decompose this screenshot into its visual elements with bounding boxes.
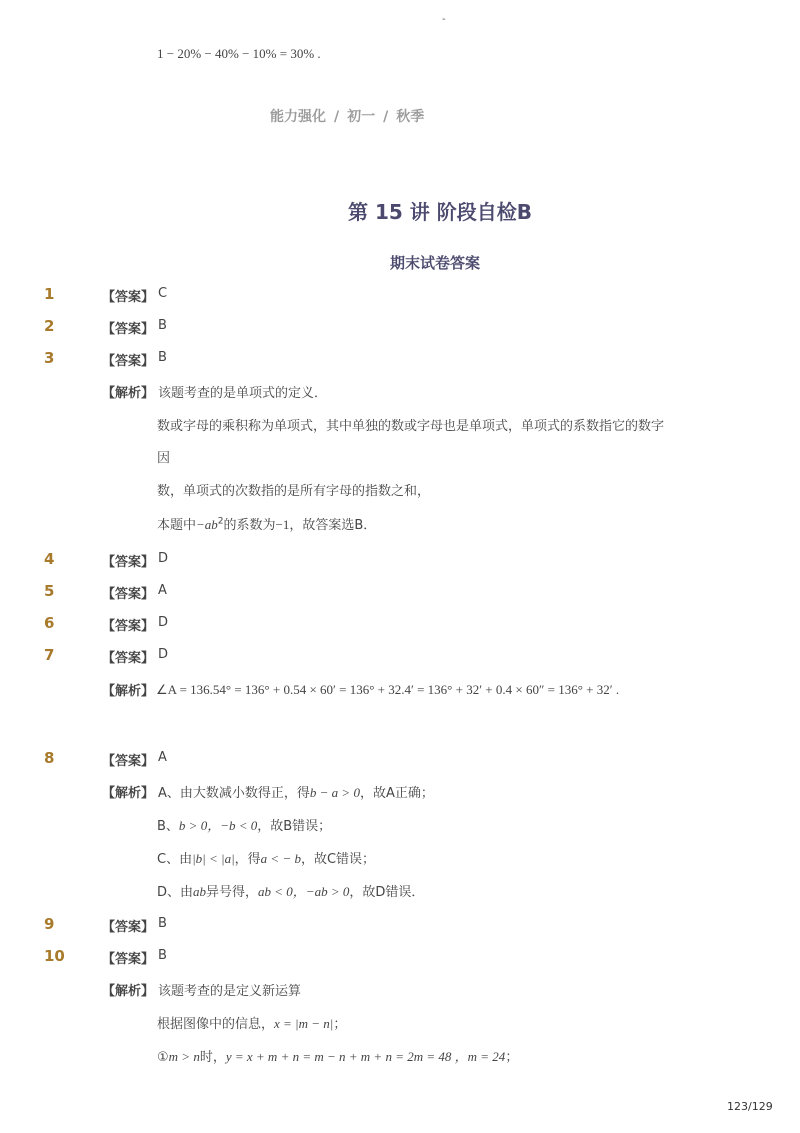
- header-dash: -: [442, 14, 446, 25]
- answer-value: B: [158, 318, 167, 333]
- question-number: 2: [44, 317, 55, 335]
- answer-tag: 【答案】: [102, 651, 155, 666]
- question-number: 3: [44, 349, 55, 367]
- breadcrumb-item: 能力强化: [270, 109, 326, 125]
- analysis-text: 数或字母的乘积称为单项式，其中单独的数或字母也是单项式，单项式的系数指它的数字: [157, 419, 665, 434]
- analysis-text: 该题考查的是单项式的定义．: [158, 386, 328, 401]
- analysis-text: [157, 1013, 346, 1032]
- breadcrumb-separator: /: [334, 109, 340, 125]
- question-number: 6: [44, 614, 55, 632]
- analysis-tag: 【解析】: [102, 386, 155, 401]
- text-run: ；: [333, 1017, 347, 1032]
- math-expression: x = |m − n|: [274, 1016, 334, 1031]
- analysis-tag: 【解析】: [102, 786, 155, 801]
- answer-tag: 【答案】: [102, 619, 155, 634]
- analysis-text: [157, 848, 375, 867]
- question-number: 10: [44, 947, 65, 965]
- breadcrumb-item: 初一: [347, 109, 376, 125]
- text-run: 异号得，: [206, 885, 259, 900]
- text-run: 时，: [199, 1050, 226, 1065]
- breadcrumb-item: 秋季: [396, 109, 425, 125]
- answer-value: D: [158, 647, 169, 662]
- answer-tag: 【答案】: [102, 290, 155, 305]
- text-run: ，故答案选B．: [289, 518, 377, 533]
- analysis-text: [157, 881, 424, 900]
- breadcrumb-separator: /: [383, 109, 389, 125]
- math-expression: a < − b: [260, 851, 301, 866]
- question-number: 8: [44, 749, 55, 767]
- analysis-text: [157, 514, 376, 533]
- math-expression: m > n: [168, 1049, 200, 1064]
- analysis-text: [157, 1046, 518, 1065]
- page-number: 123/129: [727, 1100, 773, 1113]
- answer-value: D: [158, 551, 169, 566]
- answer-tag: 【答案】: [102, 555, 155, 570]
- answer-value: D: [158, 615, 169, 630]
- text-run: 的系数为: [223, 518, 276, 533]
- analysis-tag: 【解析】: [102, 684, 155, 699]
- answer-value: B: [158, 350, 167, 365]
- answer-value: A: [158, 750, 167, 765]
- analysis-tag: 【解析】: [102, 984, 155, 999]
- analysis-text: 因: [157, 451, 171, 466]
- question-number: 1: [44, 285, 55, 303]
- analysis-text: 该题考查的是定义新运算: [158, 984, 302, 999]
- text-run: ，故B错误；: [257, 819, 332, 834]
- answer-tag: 【答案】: [102, 920, 155, 935]
- answer-tag: 【答案】: [102, 952, 155, 967]
- math-expression: b > 0，−b < 0: [178, 818, 258, 833]
- math-expression: b − a > 0: [309, 785, 360, 800]
- question-number: 5: [44, 582, 55, 600]
- text-run: D、由: [157, 885, 194, 900]
- breadcrumb: [270, 106, 424, 126]
- angle-conversion-formula: ∠A = 136.54° = 136° + 0.54 × 60′ = 136° + 32.4′ = 136° + 32′ + 0.4 × 60″ = 136° + 32′ .: [156, 682, 620, 697]
- answer-value: B: [158, 948, 167, 963]
- math-expression: y = x + m + n = m − n + m + n = 2m = 48 ，m = 24: [225, 1049, 506, 1064]
- text-run: C、由: [157, 852, 193, 867]
- analysis-text: [158, 782, 434, 801]
- text-run: 根据图像中的信息，: [157, 1017, 275, 1032]
- math-exponent: 2: [217, 516, 224, 527]
- lecture-title: 第 15 讲 阶段自检B: [348, 200, 532, 224]
- math-expression: ab < 0，−ab > 0: [258, 884, 350, 899]
- answer-tag: 【答案】: [102, 754, 155, 769]
- text-run: ①: [157, 1050, 169, 1065]
- text-run: B、: [157, 819, 179, 834]
- text-run: ，故D错误．: [349, 885, 425, 900]
- analysis-text: [157, 815, 331, 834]
- analysis-text: 数，单项式的次数指的是所有字母的指数之和，: [157, 484, 431, 499]
- answer-tag: 【答案】: [102, 354, 155, 369]
- question-number: 9: [44, 915, 55, 933]
- answer-value: B: [158, 916, 167, 931]
- text-run: ，得: [234, 852, 261, 867]
- top-equation: 1 − 20% − 40% − 10% = 30% .: [157, 46, 321, 61]
- section-subtitle: 期末试卷答案: [390, 254, 481, 272]
- answer-value: A: [158, 583, 167, 598]
- answer-value: C: [158, 286, 168, 301]
- question-number: 7: [44, 646, 55, 664]
- text-run: ，故A正确；: [359, 786, 434, 801]
- math-expression: −ab: [196, 517, 218, 532]
- text-run: 本题中: [157, 518, 197, 533]
- text-run: ，故C错误；: [300, 852, 376, 867]
- text-run: ；: [505, 1050, 519, 1065]
- text-run: A、由大数减小数得正，得: [158, 786, 310, 801]
- math-expression: ab: [193, 884, 207, 899]
- answer-tag: 【答案】: [102, 322, 155, 337]
- math-expression: −1: [275, 517, 290, 532]
- answer-tag: 【答案】: [102, 587, 155, 602]
- question-number: 4: [44, 550, 55, 568]
- math-expression: |b| < |a|: [192, 851, 235, 866]
